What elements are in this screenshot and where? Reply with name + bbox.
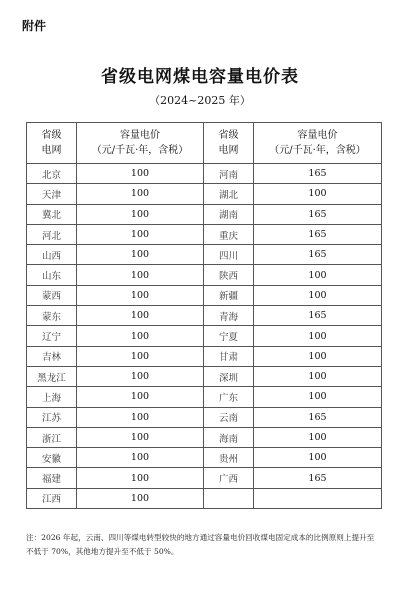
left-province-cell: 江苏 (27, 407, 77, 427)
right-province-cell: 四川 (204, 245, 254, 265)
right-province-cell: 重庆 (204, 224, 254, 244)
left-price-cell: 100 (77, 488, 204, 508)
right-price-cell: 100 (254, 285, 382, 305)
left-price-cell: 100 (77, 468, 204, 488)
page-title: 省级电网煤电容量电价表 (101, 67, 299, 87)
left-price-cell: 100 (77, 448, 204, 468)
table-row (27, 427, 382, 447)
header-province-line1: 省级 (218, 130, 239, 141)
left-price-cell: 100 (77, 245, 204, 265)
table-row (27, 366, 382, 386)
left-province-cell: 安徽 (27, 448, 77, 468)
table-row (27, 245, 382, 265)
right-province-cell: 深圳 (204, 366, 254, 386)
header-province-left (27, 123, 77, 164)
table-row (27, 265, 382, 285)
table-row (27, 285, 382, 305)
table-row (27, 326, 382, 346)
left-price-cell: 100 (77, 326, 204, 346)
right-province-cell: 青海 (204, 306, 254, 326)
left-price-cell: 100 (77, 366, 204, 386)
left-price-cell: 100 (77, 427, 204, 447)
header-price-left (77, 123, 204, 164)
table-row (27, 184, 382, 204)
left-province-cell: 山东 (27, 265, 77, 285)
left-province-cell: 山西 (27, 245, 77, 265)
page-subtitle: （2024~2025 年） (149, 94, 251, 107)
table-row (27, 164, 382, 184)
right-province-cell: 甘肃 (204, 346, 254, 366)
left-province-cell: 辽宁 (27, 326, 77, 346)
left-price-cell: 100 (77, 387, 204, 407)
right-price-cell: 100 (254, 184, 382, 204)
left-province-cell: 江西 (27, 488, 77, 508)
right-province-cell: 湖南 (204, 204, 254, 224)
left-price-cell: 100 (77, 204, 204, 224)
left-price-cell: 100 (77, 285, 204, 305)
attachment-label: 附件 (22, 19, 47, 33)
right-price-cell: 165 (254, 468, 382, 488)
table-body (27, 164, 382, 509)
right-price-cell: 165 (254, 164, 382, 184)
header-province-line2: 电网 (218, 145, 239, 156)
left-price-cell: 100 (77, 164, 204, 184)
right-price-cell: 100 (254, 427, 382, 447)
header-province-line2: 电网 (41, 145, 62, 156)
left-price-cell: 100 (77, 306, 204, 326)
header-price-line1: 容量电价 (120, 130, 160, 141)
right-price-cell: 165 (254, 204, 382, 224)
header-price-line1: 容量电价 (297, 130, 338, 141)
table-row (27, 407, 382, 427)
left-province-cell: 河北 (27, 224, 77, 244)
header-province-right (204, 123, 254, 164)
left-province-cell: 蒙东 (27, 306, 77, 326)
header-price-line2: （元/千瓦·年，含税） (91, 145, 189, 156)
right-province-cell (204, 488, 254, 508)
left-province-cell: 北京 (27, 164, 77, 184)
right-price-cell: 100 (254, 346, 382, 366)
right-province-cell: 贵州 (204, 448, 254, 468)
table-row (27, 204, 382, 224)
right-price-cell: 100 (254, 448, 382, 468)
header-price-right (254, 123, 382, 164)
left-price-cell: 100 (77, 346, 204, 366)
right-province-cell: 新疆 (204, 285, 254, 305)
header-province-line1: 省级 (41, 130, 62, 141)
left-province-cell: 上海 (27, 387, 77, 407)
right-province-cell: 湖北 (204, 184, 254, 204)
table-row (27, 387, 382, 407)
footnote: 注：2026 年起，云南、四川等煤电转型较快的地方通过容量电价回收煤电固定成本的比例原则上提升至不低于 70%，其他地方提升至不低于 50%。 (26, 533, 375, 556)
table-row (27, 468, 382, 488)
left-price-cell: 100 (77, 265, 204, 285)
right-price-cell: 165 (254, 306, 382, 326)
left-province-cell: 蒙西 (27, 285, 77, 305)
left-price-cell: 100 (77, 407, 204, 427)
right-price-cell: 165 (254, 224, 382, 244)
left-price-cell: 100 (77, 184, 204, 204)
table-row (27, 346, 382, 366)
right-price-cell: 100 (254, 265, 382, 285)
right-province-cell: 海南 (204, 427, 254, 447)
right-price-cell: 100 (254, 326, 382, 346)
right-price-cell: 165 (254, 407, 382, 427)
left-province-cell: 冀北 (27, 204, 77, 224)
right-price-cell: 100 (254, 387, 382, 407)
right-province-cell: 广西 (204, 468, 254, 488)
left-province-cell: 吉林 (27, 346, 77, 366)
left-province-cell: 福建 (27, 468, 77, 488)
right-province-cell: 河南 (204, 164, 254, 184)
table-row (27, 306, 382, 326)
header-price-line2: （元/千瓦·年，含税） (269, 145, 366, 156)
right-province-cell: 广东 (204, 387, 254, 407)
table-row (27, 224, 382, 244)
right-province-cell: 云南 (204, 407, 254, 427)
table-header-row (27, 123, 382, 164)
table-row (27, 448, 382, 468)
right-province-cell: 宁夏 (204, 326, 254, 346)
table-row (27, 488, 382, 508)
left-province-cell: 黑龙江 (27, 366, 77, 386)
left-price-cell: 100 (77, 224, 204, 244)
right-price-cell: 100 (254, 366, 382, 386)
left-province-cell: 浙江 (27, 427, 77, 447)
right-province-cell: 陕西 (204, 265, 254, 285)
left-province-cell: 天津 (27, 184, 77, 204)
right-price-cell: 165 (254, 245, 382, 265)
right-price-cell (254, 488, 382, 508)
price-table (26, 122, 382, 509)
